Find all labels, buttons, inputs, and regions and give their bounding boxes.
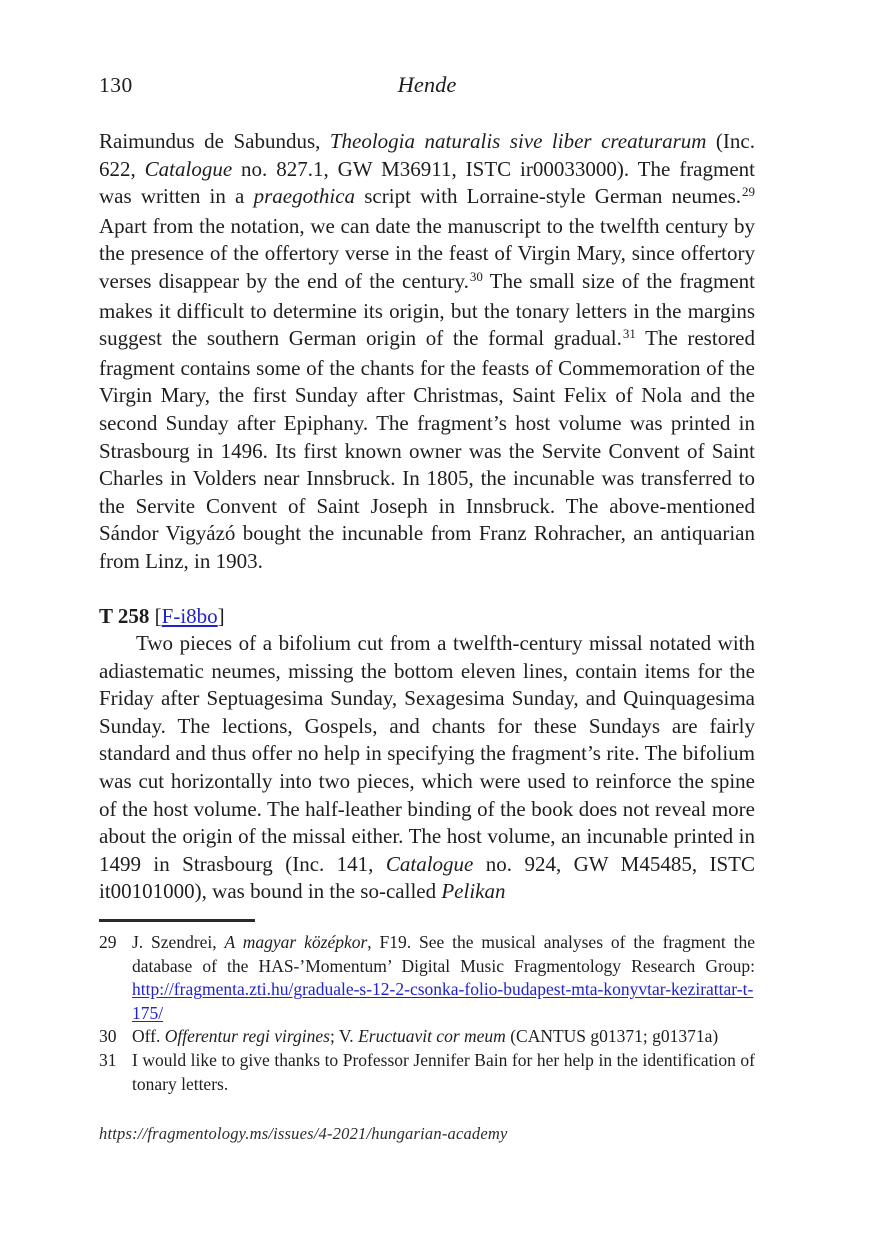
running-head-author: Hende xyxy=(397,72,457,97)
paragraph-intro xyxy=(99,128,755,576)
page-content xyxy=(99,72,755,1144)
footnote-marker: 31 xyxy=(622,326,636,342)
page-number: 130 xyxy=(99,73,133,97)
text-segment: ] xyxy=(217,603,225,628)
footnote-number: 29 xyxy=(99,932,117,953)
text-segment: Apart from the notation, we can date the manuscript to the twelfth century by the presence of the offertory verse in the feast of Virgin Mary, since offertory verses disappear by the end of the century. xyxy=(99,213,755,293)
text-segment: Catalogue xyxy=(144,156,233,181)
text-segment: I would like to give thanks to Professor Jennifer Bain for her help in the identification of tonary letters. xyxy=(132,1050,755,1094)
text-segment: (Inc. 622, xyxy=(99,129,755,181)
text-segment: Catalogue xyxy=(385,851,474,876)
footnote-list xyxy=(99,931,755,1096)
text-segment: T 258 xyxy=(99,603,155,628)
text-segment: The small size of the fragment makes it difficult to determine its origin, but the tonary letters in the margins suggest the southern German origin of the formal gradual. xyxy=(99,268,756,351)
text-segment: [ xyxy=(154,603,162,628)
text-segment: Off. xyxy=(132,1026,165,1047)
entry-heading xyxy=(99,603,755,631)
text-segment: no. 827.1, GW M36911, ISTC ir00033000). The fragment was written in a xyxy=(99,156,755,209)
text-segment: Two pieces of a bifolium cut from a twelfth-century missal notated with adiastematic neumes, missing the bottom eleven lines, contain items for the Friday after Septuagesima Sunday, Sexagesima Sunday, and Quinquagesima Sunday. The lections, Gospels, and chants for these Sundays are fairly standard and thus offer no help in specifying the fragment’s rite. The bifolium was cut horizontally into two pieces, which were used to reinforce the spine of the host volume. The half-leather binding of the book does not reveal more about the origin of the missal either. The host volume, an incunable printed in 1499 in Strasbourg (Inc. 141, xyxy=(99,631,755,876)
text-segment: praegothica xyxy=(253,184,356,209)
footnote-29 xyxy=(99,931,755,1025)
running-header xyxy=(99,72,755,100)
article-body xyxy=(99,128,755,906)
footnote-31 xyxy=(99,1049,755,1096)
text-segment: Theologia naturalis sive liber creaturarum xyxy=(329,129,707,153)
paragraph-entry xyxy=(99,630,755,906)
text-segment: Offerentur regi virgines xyxy=(164,1026,330,1047)
text-segment: script with Lorraine-style German neumes. xyxy=(355,184,742,209)
text-segment: J. Szendrei, xyxy=(132,932,225,953)
text-segment: A magyar középkor xyxy=(224,932,368,953)
footnote-text xyxy=(132,1026,718,1046)
text-segment: no. 924, GW M45485, ISTC it00101000), was bound in the so-called xyxy=(99,851,755,904)
footer-url: https://fragmentology.ms/issues/4-2021/hungarian-academy xyxy=(99,1124,508,1144)
footnote-number: 31 xyxy=(99,1050,117,1070)
text-segment: (CANTUS g01371; g01371a) xyxy=(505,1026,719,1047)
footnotes-section xyxy=(99,919,755,1096)
footnote-marker: 29 xyxy=(742,184,756,200)
footnote-30 xyxy=(99,1025,755,1049)
text-segment: Eructuavit cor meum xyxy=(358,1026,506,1047)
text-segment: The restored fragment contains some of the chants for the feasts of Commemoration of the Virgin Mary, the first Sunday after Christmas, Saint Felix of Nola and the second Sunday after Epiphany. The fragment’s host volume was printed in Strasbourg in 1496. Its first known owner was the Servite Convent of Saint Charles in Volders near Innsbruck. In 1805, the incunable was transferred to the Servite Convent of Saint Joseph in Innsbruck. The above-mentioned Sándor Vigyázó bought the incunable from Franz Rohracher, an antiquarian from Linz, in 1903. xyxy=(99,326,756,573)
entry-shelfmark-link[interactable]: F-i8bo xyxy=(161,603,218,628)
footnote-marker: 30 xyxy=(469,268,483,284)
footnote-number: 30 xyxy=(99,1026,117,1047)
page-footer xyxy=(99,1124,755,1144)
footnote-29-url-link[interactable]: http://fragmenta.zti.hu/graduale-s-12-2-csonka-folio-budapest-mta-konyvtar-kezirattar-t-175/ xyxy=(132,979,754,1023)
text-segment: , F19. See the musical analyses of the fragment the database of the HAS-’Momentum’ Digital Music Fragmentology Research Group: xyxy=(132,932,755,976)
text-segment: Raimundus de Sabundus, xyxy=(99,129,330,153)
text-segment: ; V. xyxy=(330,1026,359,1047)
footnote-text xyxy=(132,932,755,1023)
footnote-text xyxy=(132,1050,755,1094)
text-segment: Pelikan xyxy=(441,879,506,904)
footnote-separator xyxy=(99,919,255,922)
